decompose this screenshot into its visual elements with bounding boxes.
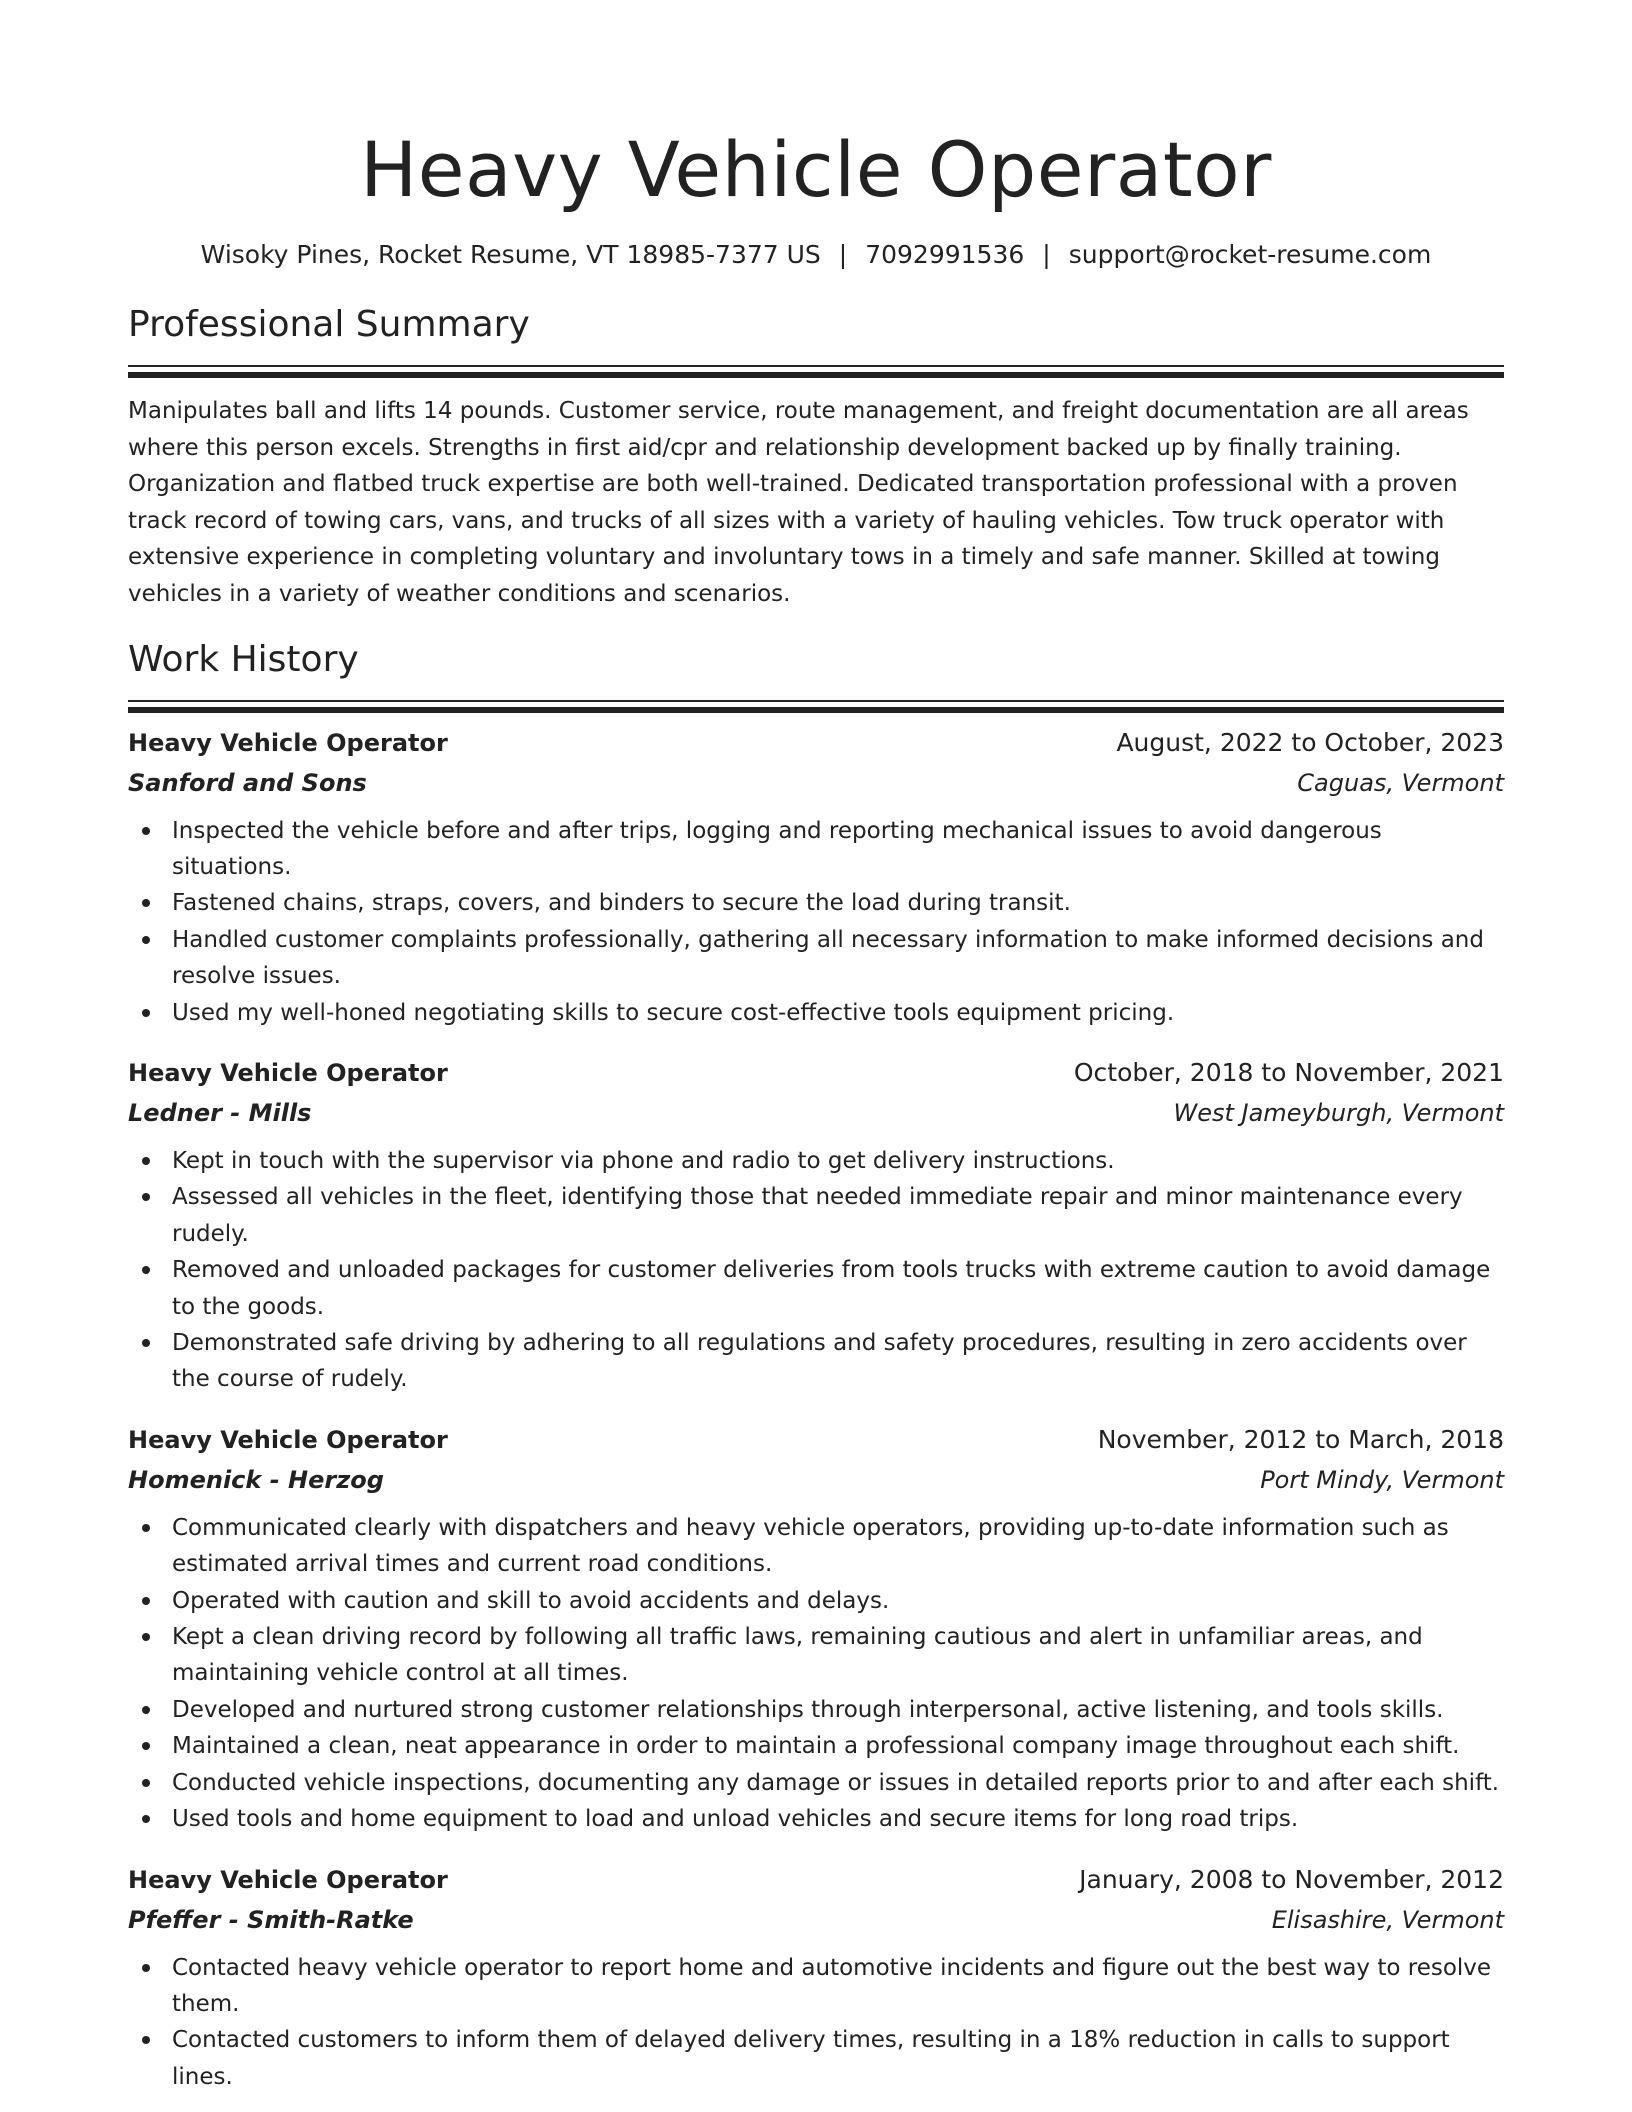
job-company-row <box>128 1460 1504 1500</box>
job-dates: August, 2022 to October, 2023 <box>1116 727 1504 757</box>
resume-page <box>128 120 1504 2095</box>
bullet-text: Assessed all vehicles in the fleet, identifying those that needed immediate repair and minor maintenance every rudely. <box>172 1184 1463 1247</box>
bullet-dot-icon <box>142 936 150 944</box>
work-history-section <box>128 636 1504 2096</box>
list-item <box>128 1143 1504 1179</box>
job-entry <box>128 1053 1504 1398</box>
list-item <box>128 1179 1504 1252</box>
section-title-work-history: Work History <box>128 638 359 680</box>
contact-separator: | <box>1042 240 1051 269</box>
list-item <box>128 1728 1504 1764</box>
job-company: Pfeffer - Smith-Ratke <box>128 1905 414 1934</box>
list-item <box>128 922 1504 995</box>
bullet-dot-icon <box>142 1339 150 1347</box>
bullet-text: Kept a clean driving record by following all traffic laws, remaining cautious and alert in unfamiliar areas, and maintaining vehicle control at all times. <box>172 1624 1423 1687</box>
contact-address: Wisoky Pines, Rocket Resume, VT 18985-7377 US <box>200 240 821 269</box>
job-dates: October, 2018 to November, 2021 <box>1073 1058 1504 1087</box>
job-location: Elisashire, Vermont <box>1271 1905 1504 1934</box>
contact-separator: | <box>838 240 848 269</box>
job-title: Heavy Vehicle Operator <box>128 1059 448 1087</box>
job-dates: January, 2008 to November, 2012 <box>1079 1864 1504 1894</box>
bullet-dot-icon <box>142 1706 150 1714</box>
bullet-text: Handled customer complaints professionally, gathering all necessary information to make informed decisions and resolve issues. <box>172 926 1484 990</box>
job-header-row <box>128 723 1504 763</box>
bullet-dot-icon <box>142 1157 150 1165</box>
list-item <box>128 1510 1504 1583</box>
list-item <box>128 813 1504 886</box>
section-divider-thin <box>128 700 1504 702</box>
job-bullet-list <box>128 1510 1504 1838</box>
job-header-row <box>128 1053 1504 1093</box>
bullet-text: Communicated clearly with dispatchers and heavy vehicle operators, providing up-to-date information such as estimated arrival times and current road conditions. <box>172 1514 1449 1578</box>
list-item <box>128 2022 1504 2095</box>
job-title: Heavy Vehicle Operator <box>128 1865 448 1894</box>
bullet-text: Fastened chains, straps, covers, and binders to secure the load during transit. <box>172 890 1071 917</box>
contact-email: support@rocket-resume.com <box>1068 240 1432 269</box>
bullet-dot-icon <box>142 1266 150 1274</box>
bullet-text: Maintained a clean, neat appearance in order to maintain a professional company image throughout each shift. <box>172 1733 1460 1760</box>
bullet-text: Contacted heavy vehicle operator to report home and automotive incidents and figure out the best way to resolve them. <box>172 1954 1492 2017</box>
summary-text: Manipulates ball and lifts 14 pounds. Customer service, route management, and freight documentation are all areas where this person excels. Strengths in first aid/cpr and relationship development backed up by finally training. Organization and flatbed truck expertise are both well-trained. Dedicated transportation professional with a proven track record of towing cars, vans, and trucks of all sizes with a variety of hauling vehicles. Tow truck operator with extensive experience in completing voluntary and involuntary tows in a timely and safe manner. Skilled at towing vehicles in a variety of weather conditions and scenarios. <box>128 398 1469 607</box>
bullet-dot-icon <box>142 1964 150 1972</box>
list-item <box>128 1801 1504 1837</box>
list-item <box>128 885 1504 921</box>
bullet-text: Used my well-honed negotiating skills to secure cost-effective tools equipment pricing. <box>172 999 1175 1026</box>
bullet-text: Developed and nurtured strong customer relationships through interpersonal, active listening, and tools skills. <box>172 1696 1444 1723</box>
job-entry <box>128 1420 1504 1838</box>
bullet-dot-icon <box>142 1193 150 1201</box>
bullet-dot-icon <box>142 1597 150 1605</box>
bullet-dot-icon <box>142 1524 150 1532</box>
section-divider-thick <box>128 372 1504 378</box>
bullet-text: Contacted customers to inform them of delayed delivery times, resulting in a 18% reduction in calls to support lines. <box>172 2027 1450 2090</box>
bullet-dot-icon <box>142 2036 150 2044</box>
list-item <box>128 1692 1504 1728</box>
job-bullet-list <box>128 1950 1504 2096</box>
job-company: Homenick - Herzog <box>128 1465 384 1494</box>
bullet-dot-icon <box>142 1779 150 1787</box>
bullet-text: Conducted vehicle inspections, documenting any damage or issues in detailed reports prior to and after each shift. <box>172 1769 1500 1796</box>
job-dates: November, 2012 to March, 2018 <box>1097 1424 1504 1454</box>
bullet-text: Used tools and home equipment to load and unload vehicles and secure items for long road trips. <box>172 1806 1299 1833</box>
job-entry <box>128 723 1504 1031</box>
bullet-text: Kept in touch with the supervisor via phone and radio to get delivery instructions. <box>172 1148 1115 1174</box>
job-list <box>128 723 1504 2096</box>
job-title: Heavy Vehicle Operator <box>128 1425 448 1454</box>
list-item <box>128 1950 1504 2023</box>
contact-phone: 7092991536 <box>865 240 1025 269</box>
bullet-dot-icon <box>142 1009 150 1017</box>
professional-summary-section <box>128 301 1504 613</box>
bullet-dot-icon <box>142 899 150 907</box>
list-item <box>128 1765 1504 1801</box>
bullet-text: Operated with caution and skill to avoid accidents and delays. <box>172 1587 890 1614</box>
bullet-dot-icon <box>142 1633 150 1641</box>
job-bullet-list <box>128 1143 1504 1398</box>
job-title: Heavy Vehicle Operator <box>128 728 448 757</box>
job-company-row <box>128 1093 1504 1133</box>
job-company: Ledner - Mills <box>128 1099 312 1127</box>
list-item <box>128 995 1504 1031</box>
section-divider-thin <box>128 365 1504 367</box>
list-item <box>128 1325 1504 1398</box>
job-entry <box>128 1860 1504 2096</box>
bullet-dot-icon <box>142 1742 150 1750</box>
job-company: Sanford and Sons <box>128 768 367 797</box>
list-item <box>128 1619 1504 1692</box>
section-title-summary: Professional Summary <box>128 304 530 345</box>
candidate-name: Heavy Vehicle Operator <box>360 125 1272 214</box>
job-company-row <box>128 763 1504 803</box>
job-header-row <box>128 1860 1504 1900</box>
job-location: Port Mindy, Vermont <box>1260 1465 1504 1494</box>
list-item <box>128 1583 1504 1619</box>
bullet-dot-icon <box>142 1815 150 1823</box>
job-location: Caguas, Vermont <box>1297 768 1504 797</box>
job-bullet-list <box>128 813 1504 1031</box>
bullet-dot-icon <box>142 827 150 835</box>
job-location: West Jameyburgh, Vermont <box>1173 1099 1504 1127</box>
section-divider-thick <box>128 707 1504 713</box>
bullet-text: Inspected the vehicle before and after trips, logging and reporting mechanical issues to avoid dangerous situations. <box>172 817 1382 880</box>
contact-line <box>128 237 1504 273</box>
bullet-text: Removed and unloaded packages for customer deliveries from tools trucks with extreme caution to avoid damage to the goods. <box>172 1257 1491 1320</box>
job-company-row <box>128 1900 1504 1940</box>
job-header-row <box>128 1420 1504 1460</box>
list-item <box>128 1252 1504 1325</box>
bullet-text: Demonstrated safe driving by adhering to all regulations and safety procedures, resulting in zero accidents over the course of rudely. <box>172 1330 1467 1393</box>
